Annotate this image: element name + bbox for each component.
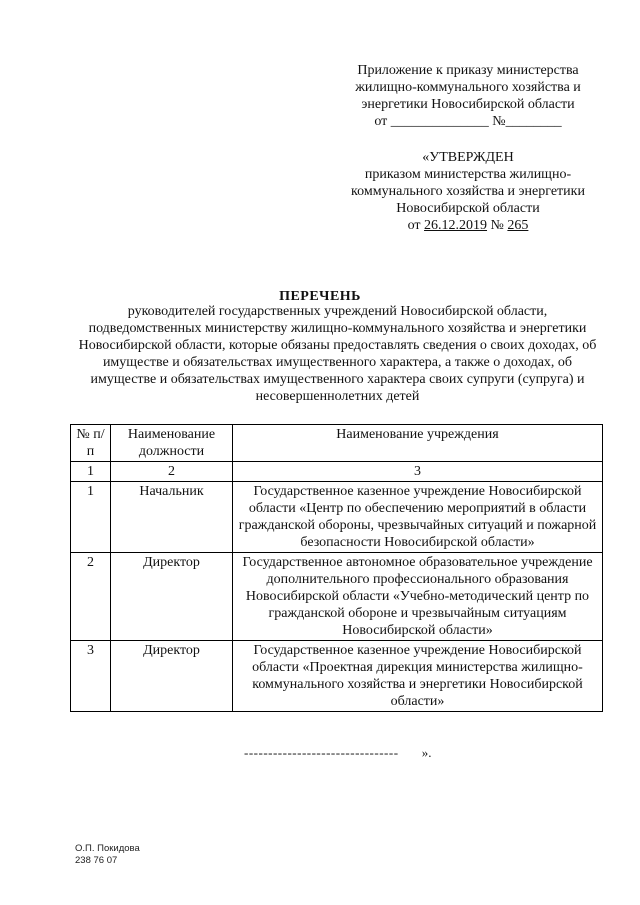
column-number-cell: 3 xyxy=(233,462,603,482)
approval-number-prefix: № xyxy=(490,218,504,233)
table-column-numbers-row xyxy=(71,462,603,482)
row-number-cell: 3 xyxy=(71,641,111,712)
appendix-line: энергетики Новосибирской области xyxy=(361,97,575,112)
appendix-date-prefix: от xyxy=(374,114,388,129)
header-cell-institution: Наименование учреждения xyxy=(233,425,603,462)
document-ending xyxy=(244,744,432,761)
row-position-cell: Директор xyxy=(111,641,233,712)
document-subtitle: руководителей государственных учреждений Новосибирской области, подведомственных министерству жилищно-коммунального хозяйства и энергетики Новосибирской области, которые обязаны предоставлять сведения о своих доходах, об имуществе и обязательствах имущественного характера, а также о доходах, об имуществе и обязательствах имущественного характера своих супруги (супруга) и несовершеннолетних детей xyxy=(78,304,597,404)
table-row xyxy=(71,641,603,712)
row-number-cell: 2 xyxy=(71,553,111,641)
appendix-date-line xyxy=(330,113,606,130)
column-number-cell: 2 xyxy=(111,462,233,482)
approval-stamp xyxy=(330,149,606,234)
appendix-date-blank: ______________ xyxy=(390,114,489,129)
row-institution-cell: Государственное казенное учреждение Новосибирской области «Проектная дирекция министерства жилищно-коммунального хозяйства и энергетики Новосибирской области» xyxy=(233,641,603,712)
footer-author-block xyxy=(75,843,140,867)
header-cell-position: Наименование должности xyxy=(111,425,233,462)
appendix-line: жилищно-коммунального хозяйства и xyxy=(355,80,581,95)
ending-dashes: -------------------------------- xyxy=(244,745,399,760)
header-cell-number: № п/п xyxy=(71,425,111,462)
approval-line: коммунального хозяйства и энергетики xyxy=(351,184,585,199)
appendix-line: Приложение к приказу министерства xyxy=(357,63,579,78)
approval-date-prefix: от xyxy=(407,218,421,233)
author-name: О.П. Покидова xyxy=(75,843,140,854)
approval-number: 265 xyxy=(507,218,529,233)
document-title: ПЕРЕЧЕНЬ xyxy=(279,289,361,304)
approval-date: 26.12.2019 xyxy=(424,218,488,233)
approval-line: Новосибирской области xyxy=(396,201,540,216)
approval-heading: «УТВЕРЖДЕН xyxy=(422,150,514,165)
row-institution-cell: Государственное казенное учреждение Новосибирской области «Центр по обеспечению мероприятий в области гражданской обороны, чрезвычайных ситуаций и пожарной безопасности Новосибирской области» xyxy=(233,482,603,553)
ending-close-quote: ». xyxy=(421,745,432,760)
appendix-block xyxy=(330,62,606,130)
row-position-cell: Директор xyxy=(111,553,233,641)
approval-date-line xyxy=(330,217,606,234)
positions-table xyxy=(70,424,603,712)
row-institution-cell: Государственное автономное образовательное учреждение дополнительного профессионального образования Новосибирской области «Учебно-методический центр по гражданской обороне и чрезвычайным ситуациям Новосибирской области» xyxy=(233,553,603,641)
table-header-row xyxy=(71,425,603,462)
row-position-cell: Начальник xyxy=(111,482,233,553)
author-phone: 238 76 07 xyxy=(75,855,118,866)
approval-line: приказом министерства жилищно- xyxy=(364,167,572,182)
column-number-cell: 1 xyxy=(71,462,111,482)
table-row xyxy=(71,553,603,641)
row-number-cell: 1 xyxy=(71,482,111,553)
appendix-number-blank: №________ xyxy=(492,114,562,129)
table-row xyxy=(71,482,603,553)
